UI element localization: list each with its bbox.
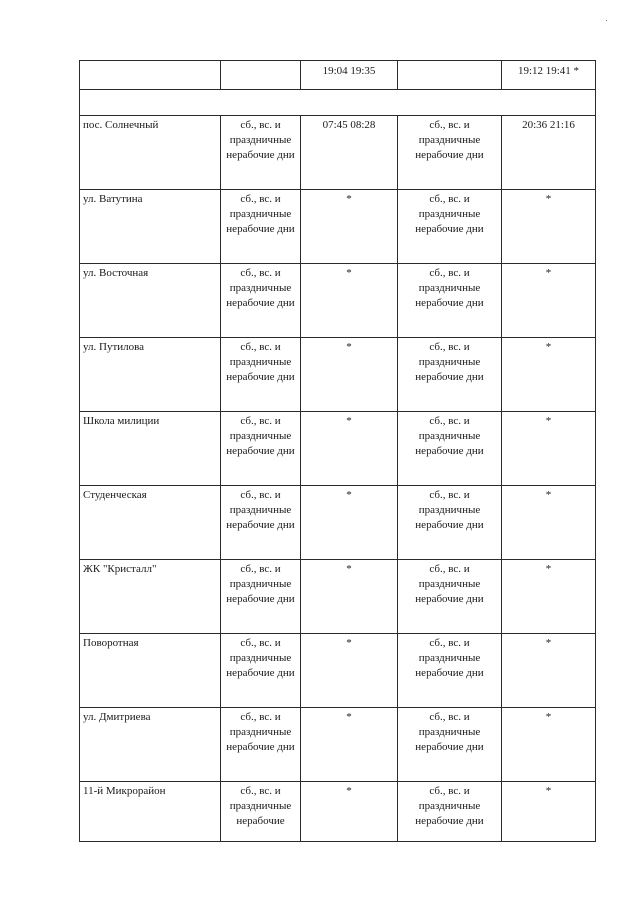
stop-name-cell: ЖК "Кристалл" — [80, 560, 221, 634]
time-cell: * — [502, 264, 596, 338]
stop-name-cell: ул. Восточная — [80, 264, 221, 338]
days-cell: сб., вс. и праздничные нерабочие дни — [221, 634, 301, 708]
days-cell: сб., вс. и праздничные нерабочие дни — [398, 264, 502, 338]
schedule-body — [80, 61, 596, 842]
days-cell: сб., вс. и праздничные нерабочие дни — [221, 116, 301, 190]
stop-name-cell: ул. Дмитриева — [80, 708, 221, 782]
days-cell: сб., вс. и праздничные нерабочие дни — [398, 634, 502, 708]
days-cell: сб., вс. и праздничные нерабочие дни — [221, 338, 301, 412]
time-cell: * — [301, 782, 398, 842]
time-cell: * — [301, 486, 398, 560]
time-cell: * — [502, 560, 596, 634]
days-cell: сб., вс. и праздничные нерабочие дни — [221, 412, 301, 486]
stop-name-cell: пос. Солнечный — [80, 116, 221, 190]
time-cell: 20:36 21:16 — [502, 116, 596, 190]
stop-name-cell: Студенческая — [80, 486, 221, 560]
table-row — [80, 264, 596, 338]
separator-cell — [80, 90, 596, 116]
table-row — [80, 634, 596, 708]
days-cell: сб., вс. и праздничные нерабочие дни — [398, 412, 502, 486]
days-cell: сб., вс. и праздничные нерабочие дни — [221, 708, 301, 782]
time-cell: * — [301, 708, 398, 782]
time-cell: * — [301, 560, 398, 634]
time-cell: * — [502, 190, 596, 264]
table-row-continued — [80, 61, 596, 90]
days-cell: сб., вс. и праздничные нерабочие дни — [398, 486, 502, 560]
scan-speck — [606, 20, 607, 21]
table-row — [80, 560, 596, 634]
days-cell: сб., вс. и праздничные нерабочие дни — [398, 708, 502, 782]
table-row — [80, 338, 596, 412]
time-cell: * — [502, 412, 596, 486]
table-row — [80, 190, 596, 264]
table-row — [80, 412, 596, 486]
stop-name-cell: Поворотная — [80, 634, 221, 708]
time-cell: * — [301, 190, 398, 264]
days-cell: сб., вс. и праздничные нерабочие дни — [398, 190, 502, 264]
time-cell: * — [502, 708, 596, 782]
time-cell: * — [301, 338, 398, 412]
time-cell: 19:04 19:35 — [301, 61, 398, 90]
days-cell — [221, 61, 301, 90]
days-cell: сб., вс. и праздничные нерабочие — [221, 782, 301, 842]
time-cell: * — [502, 634, 596, 708]
time-cell: 07:45 08:28 — [301, 116, 398, 190]
time-cell: * — [301, 412, 398, 486]
table-row — [80, 782, 596, 842]
days-cell: сб., вс. и праздничные нерабочие дни — [398, 560, 502, 634]
days-cell: сб., вс. и праздничные нерабочие дни — [398, 338, 502, 412]
time-cell: * — [502, 782, 596, 842]
stop-name-cell: ул. Ватутина — [80, 190, 221, 264]
time-cell: * — [502, 338, 596, 412]
days-cell: сб., вс. и праздничные нерабочие дни — [221, 264, 301, 338]
table-row — [80, 708, 596, 782]
stop-name-cell: ул. Путилова — [80, 338, 221, 412]
days-cell: сб., вс. и праздничные нерабочие дни — [221, 560, 301, 634]
time-cell: 19:12 19:41 * — [502, 61, 596, 90]
stop-name-cell: Школа милиции — [80, 412, 221, 486]
table-row — [80, 116, 596, 190]
days-cell: сб., вс. и праздничные нерабочие дни — [398, 116, 502, 190]
days-cell: сб., вс. и праздничные нерабочие дни — [221, 190, 301, 264]
stop-cell — [80, 61, 221, 90]
days-cell: сб., вс. и праздничные нерабочие дни — [221, 486, 301, 560]
table-row — [80, 486, 596, 560]
table-separator-row — [80, 90, 596, 116]
time-cell: * — [502, 486, 596, 560]
schedule-table — [79, 60, 596, 842]
days-cell — [398, 61, 502, 90]
stop-name-cell: 11-й Микрорайон — [80, 782, 221, 842]
days-cell: сб., вс. и праздничные нерабочие дни — [398, 782, 502, 842]
time-cell: * — [301, 634, 398, 708]
time-cell: * — [301, 264, 398, 338]
